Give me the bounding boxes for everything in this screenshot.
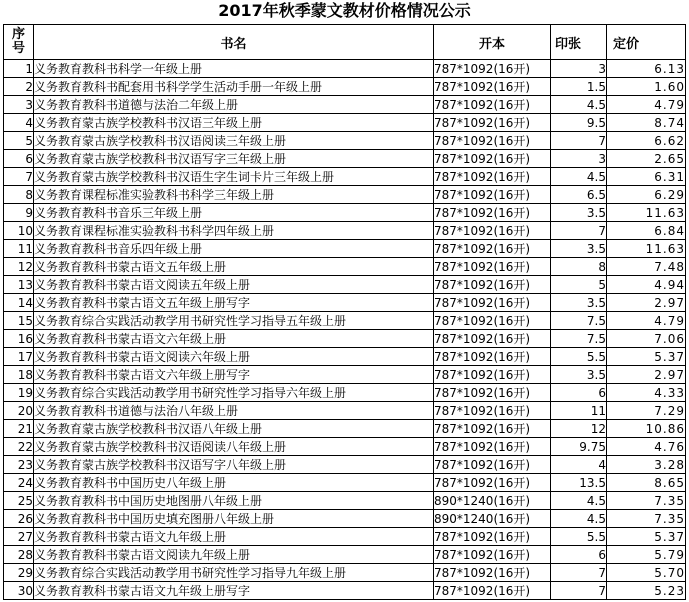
cell-sheets: 3.5 — [551, 204, 607, 222]
page-title: 2017年秋季蒙文教材价格情况公示 — [218, 1, 471, 20]
cell-book-name: 义务教育课程标准实验教科书科学四年级上册 — [34, 222, 434, 240]
table-row — [4, 294, 686, 312]
table-row — [4, 438, 686, 456]
cell-index: 24 — [4, 474, 34, 492]
cell-price: 1.60 — [607, 78, 686, 96]
cell-sheets: 5.5 — [551, 528, 607, 546]
cell-format: 787*1092(16开) — [434, 222, 551, 240]
table-row — [4, 384, 686, 402]
cell-format: 787*1092(16开) — [434, 96, 551, 114]
cell-sheets: 9.5 — [551, 114, 607, 132]
cell-sheets: 8 — [551, 258, 607, 276]
cell-sheets: 7 — [551, 132, 607, 150]
cell-sheets: 13.5 — [551, 474, 607, 492]
cell-book-name: 义务教育教科书蒙古语文阅读六年级上册 — [34, 348, 434, 366]
cell-sheets: 1.5 — [551, 78, 607, 96]
table-row — [4, 582, 686, 600]
table-row — [4, 420, 686, 438]
cell-format: 787*1092(16开) — [434, 474, 551, 492]
cell-price: 7.06 — [607, 330, 686, 348]
header-row — [4, 25, 686, 60]
cell-format: 787*1092(16开) — [434, 420, 551, 438]
cell-sheets: 6 — [551, 384, 607, 402]
cell-book-name: 义务教育教科书中国历史地图册八年级上册 — [34, 492, 434, 510]
cell-book-name: 义务教育教科书科学一年级上册 — [34, 60, 434, 78]
cell-book-name: 义务教育教科书中国历史八年级上册 — [34, 474, 434, 492]
table-row — [4, 258, 686, 276]
cell-sheets: 7 — [551, 582, 607, 600]
cell-sheets: 4.5 — [551, 492, 607, 510]
cell-format: 787*1092(16开) — [434, 546, 551, 564]
cell-book-name: 义务教育教科书道德与法治二年级上册 — [34, 96, 434, 114]
cell-price: 6.84 — [607, 222, 686, 240]
cell-price: 7.48 — [607, 258, 686, 276]
cell-format: 787*1092(16开) — [434, 438, 551, 456]
cell-price: 6.62 — [607, 132, 686, 150]
cell-index: 6 — [4, 150, 34, 168]
cell-format: 787*1092(16开) — [434, 186, 551, 204]
table-row — [4, 366, 686, 384]
cell-index: 16 — [4, 330, 34, 348]
cell-index: 22 — [4, 438, 34, 456]
cell-price: 5.37 — [607, 348, 686, 366]
cell-price: 3.28 — [607, 456, 686, 474]
cell-index: 3 — [4, 96, 34, 114]
cell-price: 10.86 — [607, 420, 686, 438]
cell-index: 9 — [4, 204, 34, 222]
cell-sheets: 7 — [551, 564, 607, 582]
table-row — [4, 276, 686, 294]
cell-book-name: 义务教育教科书蒙古语文阅读九年级上册 — [34, 546, 434, 564]
cell-price: 11.63 — [607, 240, 686, 258]
cell-index: 10 — [4, 222, 34, 240]
cell-index: 7 — [4, 168, 34, 186]
cell-index: 19 — [4, 384, 34, 402]
cell-book-name: 义务教育蒙古族学校教科书汉语生字生词卡片三年级上册 — [34, 168, 434, 186]
cell-sheets: 3.5 — [551, 240, 607, 258]
cell-index: 18 — [4, 366, 34, 384]
cell-format: 787*1092(16开) — [434, 330, 551, 348]
cell-index: 13 — [4, 276, 34, 294]
cell-sheets: 7.5 — [551, 312, 607, 330]
cell-format: 787*1092(16开) — [434, 114, 551, 132]
cell-book-name: 义务教育综合实践活动教学用书研究性学习指导九年级上册 — [34, 564, 434, 582]
cell-index: 27 — [4, 528, 34, 546]
cell-book-name: 义务教育教科书蒙古语文六年级上册写字 — [34, 366, 434, 384]
cell-book-name: 义务教育教科书蒙古语文五年级上册写字 — [34, 294, 434, 312]
cell-book-name: 义务教育教科书中国历史填充图册八年级上册 — [34, 510, 434, 528]
cell-sheets: 9.75 — [551, 438, 607, 456]
table-row — [4, 474, 686, 492]
cell-book-name: 义务教育教科书道德与法治八年级上册 — [34, 402, 434, 420]
cell-format: 890*1240(16开) — [434, 510, 551, 528]
cell-price: 4.33 — [607, 384, 686, 402]
cell-sheets: 4.5 — [551, 510, 607, 528]
cell-price: 4.79 — [607, 312, 686, 330]
cell-sheets: 11 — [551, 402, 607, 420]
cell-price: 7.35 — [607, 492, 686, 510]
cell-sheets: 5.5 — [551, 348, 607, 366]
cell-book-name: 义务教育综合实践活动教学用书研究性学习指导五年级上册 — [34, 312, 434, 330]
table-row — [4, 564, 686, 582]
cell-index: 11 — [4, 240, 34, 258]
cell-format: 787*1092(16开) — [434, 348, 551, 366]
cell-format: 787*1092(16开) — [434, 150, 551, 168]
cell-price: 7.35 — [607, 510, 686, 528]
table-row — [4, 312, 686, 330]
cell-book-name: 义务教育教科书音乐三年级上册 — [34, 204, 434, 222]
cell-format: 890*1240(16开) — [434, 492, 551, 510]
cell-format: 787*1092(16开) — [434, 402, 551, 420]
cell-sheets: 4 — [551, 456, 607, 474]
cell-price: 5.23 — [607, 582, 686, 600]
cell-format: 787*1092(16开) — [434, 294, 551, 312]
header-format: 开本 — [434, 25, 551, 60]
cell-book-name: 义务教育蒙古族学校教科书汉语写字八年级上册 — [34, 456, 434, 474]
table-row — [4, 402, 686, 420]
table-row — [4, 60, 686, 78]
cell-price: 2.97 — [607, 294, 686, 312]
cell-format: 787*1092(16开) — [434, 564, 551, 582]
cell-price: 4.94 — [607, 276, 686, 294]
cell-book-name: 义务教育蒙古族学校教科书汉语阅读八年级上册 — [34, 438, 434, 456]
cell-book-name: 义务教育教科书蒙古语文九年级上册 — [34, 528, 434, 546]
cell-index: 14 — [4, 294, 34, 312]
table-row — [4, 96, 686, 114]
cell-book-name: 义务教育综合实践活动教学用书研究性学习指导六年级上册 — [34, 384, 434, 402]
cell-price: 6.13 — [607, 60, 686, 78]
cell-index: 4 — [4, 114, 34, 132]
table-row — [4, 114, 686, 132]
table-row — [4, 492, 686, 510]
cell-book-name: 义务教育蒙古族学校教科书汉语写字三年级上册 — [34, 150, 434, 168]
cell-index: 21 — [4, 420, 34, 438]
table-row — [4, 168, 686, 186]
cell-price: 4.79 — [607, 96, 686, 114]
cell-book-name: 义务教育蒙古族学校教科书汉语八年级上册 — [34, 420, 434, 438]
cell-book-name: 义务教育教科书蒙古语文六年级上册 — [34, 330, 434, 348]
cell-format: 787*1092(16开) — [434, 456, 551, 474]
cell-index: 17 — [4, 348, 34, 366]
cell-book-name: 义务教育蒙古族学校教科书汉语三年级上册 — [34, 114, 434, 132]
cell-price: 5.79 — [607, 546, 686, 564]
header-price: 定价 — [607, 25, 686, 60]
table-row — [4, 150, 686, 168]
table-row — [4, 546, 686, 564]
table-row — [4, 222, 686, 240]
cell-price: 5.37 — [607, 528, 686, 546]
table-row — [4, 348, 686, 366]
price-table — [3, 24, 686, 600]
cell-price: 6.31 — [607, 168, 686, 186]
cell-format: 787*1092(16开) — [434, 384, 551, 402]
cell-index: 28 — [4, 546, 34, 564]
cell-format: 787*1092(16开) — [434, 528, 551, 546]
cell-price: 4.76 — [607, 438, 686, 456]
cell-format: 787*1092(16开) — [434, 132, 551, 150]
cell-index: 15 — [4, 312, 34, 330]
cell-book-name: 义务教育课程标准实验教科书科学三年级上册 — [34, 186, 434, 204]
cell-book-name: 义务教育教科书蒙古语文五年级上册 — [34, 258, 434, 276]
cell-index: 23 — [4, 456, 34, 474]
table-row — [4, 186, 686, 204]
cell-format: 787*1092(16开) — [434, 258, 551, 276]
cell-price: 8.74 — [607, 114, 686, 132]
cell-format: 787*1092(16开) — [434, 240, 551, 258]
cell-format: 787*1092(16开) — [434, 582, 551, 600]
cell-format: 787*1092(16开) — [434, 276, 551, 294]
cell-price: 5.70 — [607, 564, 686, 582]
cell-sheets: 3 — [551, 60, 607, 78]
cell-price: 2.65 — [607, 150, 686, 168]
cell-sheets: 6 — [551, 546, 607, 564]
cell-format: 787*1092(16开) — [434, 168, 551, 186]
cell-sheets: 7.5 — [551, 330, 607, 348]
header-sheets: 印张 — [551, 25, 607, 60]
header-book-name: 书名 — [34, 25, 434, 60]
cell-format: 787*1092(16开) — [434, 312, 551, 330]
cell-index: 20 — [4, 402, 34, 420]
cell-sheets: 3 — [551, 150, 607, 168]
cell-book-name: 义务教育教科书音乐四年级上册 — [34, 240, 434, 258]
cell-sheets: 12 — [551, 420, 607, 438]
cell-index: 29 — [4, 564, 34, 582]
cell-sheets: 7 — [551, 222, 607, 240]
cell-book-name: 义务教育教科书蒙古语文阅读五年级上册 — [34, 276, 434, 294]
cell-book-name: 义务教育教科书配套用书科学学生活动手册一年级上册 — [34, 78, 434, 96]
cell-index: 26 — [4, 510, 34, 528]
table-row — [4, 204, 686, 222]
cell-index: 8 — [4, 186, 34, 204]
table-row — [4, 240, 686, 258]
table-row — [4, 456, 686, 474]
cell-index: 30 — [4, 582, 34, 600]
cell-price: 8.65 — [607, 474, 686, 492]
cell-price: 7.29 — [607, 402, 686, 420]
cell-sheets: 6.5 — [551, 186, 607, 204]
cell-index: 1 — [4, 60, 34, 78]
table-row — [4, 330, 686, 348]
table-row — [4, 528, 686, 546]
cell-sheets: 4.5 — [551, 168, 607, 186]
cell-book-name: 义务教育教科书蒙古语文九年级上册写字 — [34, 582, 434, 600]
cell-format: 787*1092(16开) — [434, 204, 551, 222]
cell-index: 12 — [4, 258, 34, 276]
cell-book-name: 义务教育蒙古族学校教科书汉语阅读三年级上册 — [34, 132, 434, 150]
cell-sheets: 4.5 — [551, 96, 607, 114]
cell-format: 787*1092(16开) — [434, 78, 551, 96]
table-row — [4, 510, 686, 528]
cell-index: 5 — [4, 132, 34, 150]
cell-sheets: 3.5 — [551, 294, 607, 312]
cell-sheets: 5 — [551, 276, 607, 294]
cell-index: 2 — [4, 78, 34, 96]
cell-price: 11.63 — [607, 204, 686, 222]
cell-index: 25 — [4, 492, 34, 510]
cell-sheets: 3.5 — [551, 366, 607, 384]
cell-price: 6.29 — [607, 186, 686, 204]
cell-price: 2.97 — [607, 366, 686, 384]
cell-format: 787*1092(16开) — [434, 60, 551, 78]
table-row — [4, 132, 686, 150]
cell-format: 787*1092(16开) — [434, 366, 551, 384]
header-index — [4, 25, 34, 60]
header-index-label: 序 号 — [11, 27, 25, 56]
table-row — [4, 78, 686, 96]
